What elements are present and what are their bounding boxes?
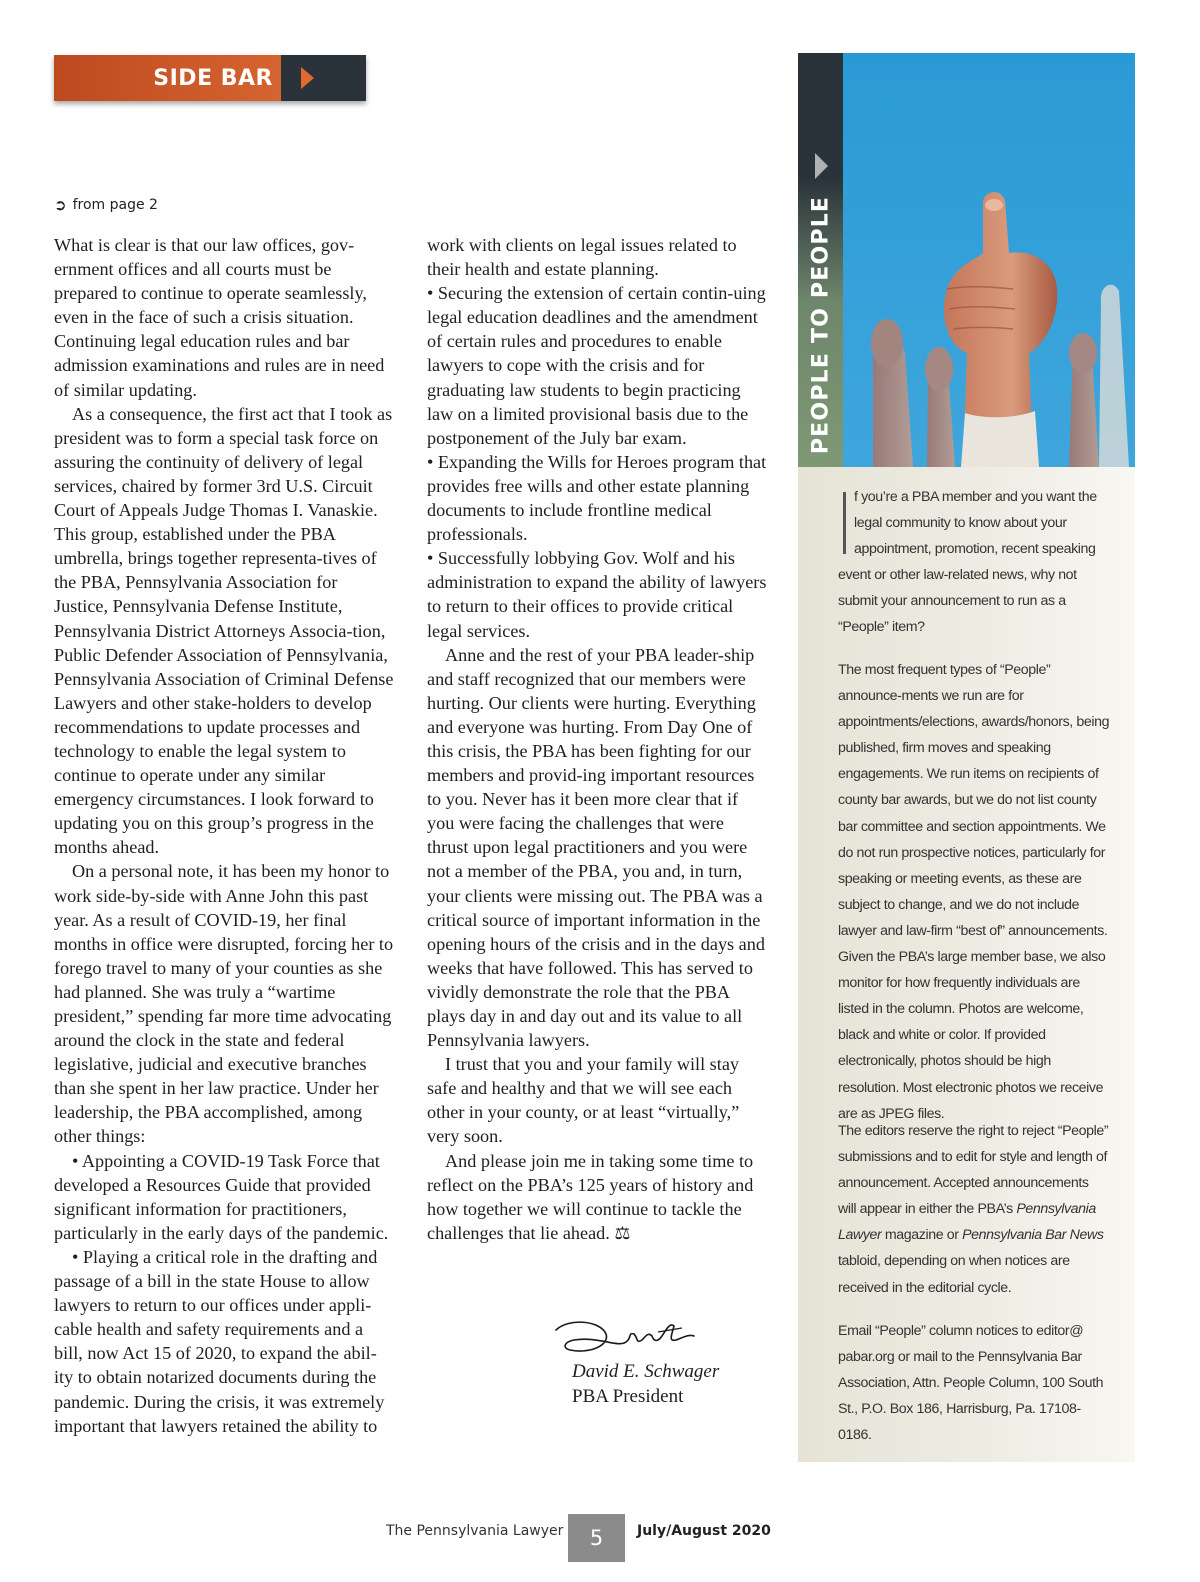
vertical-title: PEOPLE TO PEOPLE (808, 195, 834, 455)
drop-cap (838, 488, 854, 560)
article-column-1 (54, 233, 394, 1438)
vertical-title-bar (798, 53, 843, 467)
drop-cap-letter (843, 492, 846, 554)
paragraph: On a personal note, it has been my honor to work side-by-side with Anne John this past year. As a result of COVID-19, her final months in office were disrupted, forcing her to forego travel to many of your counties as she had planned. She was truly a “wartime president,” spending far more time advocating around the clock in the state and federal legislative, judicial and executive branches than she spent in her law practice. Under her leadership, the PBA accomplished, among other things: (54, 861, 394, 1147)
handwritten-signature (548, 1312, 698, 1367)
publication-name-lawyer: Pennsylvania Lawyer (838, 1201, 1096, 1244)
sidebar-paragraph-4 (838, 1318, 1110, 1448)
paragraph: What is clear is that our law offices, gov-ernment offices and all courts must be prepared to continue to operate seamlessly, even in the face of such a crisis situation. Continuing legal education rules and bar admission examinations and rules are in need of similar updating. (54, 235, 385, 400)
paragraph: Anne and the rest of your PBA leader-ship and staff recognized that our members were hurting. Our clients were hurting. Everything and everyone was hurting. From Day One of this crisis, the PBA has been fighting for our members and provid-ing important resources to you. Never has it been more clear that if you were facing the challenges that were thrust upon legal practitioners and you were not a member of the PBA, you and, in turn, your clients were missing out. The PBA was a critical source of important information in the opening hours of the crisis and in the days and weeks that have followed. This has served to vividly demonstrate the role that the PBA plays day in and day out and its value to all Pennsylvania lawyers. (427, 644, 765, 1051)
sidebar-text-4: Email “People” column notices to editor@ pabar.org or mail to the Pennsylvania Bar Association, Attn. People Column, 100 South St., P.O. Box 186, Harrisburg, Pa. 17108-0186. (838, 1323, 1104, 1444)
paragraph: I trust that you and your family will stay safe and healthy and that we will see each other in your county, or at least “virtually,” very soon. (427, 1054, 740, 1147)
sidebar-text-2: The most frequent types of “People” announce-ments we run are for appointments/elections, awards/honors, being published, firm moves and speaking engagements. We run items on recipients of county bar awards, but we do not list county bar committee and section appointments. We do not run prospective notices, particularly for speaking or meeting events, as these are subject to change, and we do not include lawyer and law-firm “best of” announcements. Given the PBA’s large member base, we also monitor for how frequently individuals are listed in the column. Photos are welcome, black and white or color. If provided electronically, photos should be high resolution. Most electronic photos we receive are as JPEG files. (838, 662, 1110, 1122)
bullet-paragraph: • Playing a critical role in the drafting and passage of a bill in the state House to allow lawyers to return to our offices under appli-cable health and safety requirements and a bill, now Act 15 of 2020, to expand the abil-ity to obtain notarized documents during the pandemic. During the crisis, it was extremely important that lawyers retained the ability to (54, 1246, 385, 1436)
author-name: David E. Schwager (572, 1361, 720, 1382)
sidebar-text-1: f you’re a PBA member and you want the legal community to know about your appointment, promotion, recent speaking event or other law-related news, why not submit your announcement to run as a “People” item? (838, 489, 1097, 636)
footer-issue: July/August 2020 (637, 1523, 771, 1539)
paragraph: As a consequence, the first act that I took as president was to form a special task force on assuring the continuity of delivery of legal services, chaired by former 3rd U.S. Circuit Court of Appeals Judge Thomas I. Vanaskie. This group, established under the PBA umbrella, brings together representa-tives of the PBA, Pennsylvania Association for Justice, Pennsylvania Defense Institute, Pennsylvania District Attorneys Associa-tion, Public Defender Association of Pennsylvania, Pennsylvania Association of Criminal Defense Lawyers and other stake-holders to develop recommendations to update processes and technology to enable the legal system to continue to operate under any similar emergency circumstances. I look forward to updating you on this group’s progress in the months ahead. (54, 403, 394, 858)
triangle-right-icon (301, 67, 314, 89)
triangle-right-icon (815, 153, 828, 179)
thumbs-up-photo (843, 53, 1135, 467)
article-column-2 (427, 233, 767, 1245)
continued-text: from page 2 (72, 197, 158, 213)
continued-line (54, 196, 158, 214)
section-label: SIDE BAR (54, 55, 281, 101)
sidebar-text-3a: The editors reserve the right to reject “People” submissions and to edit for style and length of announcement. Accepted announcements will appear in either the PBA’s (838, 1123, 1109, 1218)
sidebar-text-3b: magazine or (881, 1227, 963, 1244)
curved-arrow-icon: ➲ (54, 196, 67, 214)
bullet-paragraph: • Expanding the Wills for Heroes program that provides free wills and other estate planning documents to include frontline medical professionals. (427, 451, 767, 545)
section-arrow-box (281, 55, 366, 101)
paragraph: And please join me in taking some time to reflect on the PBA’s 125 years of history and how together we will continue to tackle the challenges that lie ahead. ⚖ (427, 1150, 754, 1243)
sidebar-text-3c: tabloid, depending on when notices are received in the editorial cycle. (838, 1253, 1070, 1296)
sidebar-paragraph-2 (838, 657, 1110, 1127)
paragraph: work with clients on legal issues related to their health and estate planning. (427, 235, 737, 280)
sidebar-paragraph-3 (838, 1118, 1110, 1301)
author-title: PBA President (572, 1386, 684, 1407)
section-tab (54, 55, 366, 101)
page-number: 5 (568, 1514, 625, 1562)
sidebar-paragraph-1 (838, 484, 1110, 641)
publication-name-barnews: Pennsylvania Bar News (962, 1227, 1104, 1244)
bullet-paragraph: • Appointing a COVID-19 Task Force that developed a Resources Guide that provided significant information for practitioners, particularly in the early days of the pandemic. (54, 1150, 389, 1243)
footer-publication: The Pennsylvania Lawyer (386, 1523, 564, 1539)
bullet-paragraph: • Successfully lobbying Gov. Wolf and his administration to expand the ability of lawyers to return to their offices to provide critical legal services. (427, 548, 767, 641)
bullet-paragraph: • Securing the extension of certain contin-uing legal education deadlines and the amendment of certain rules and procedures to enable lawyers to cope with the crisis and for graduating law students to begin practicing law on a limited provisional basis due to the postponement of the July bar exam. (427, 283, 766, 448)
